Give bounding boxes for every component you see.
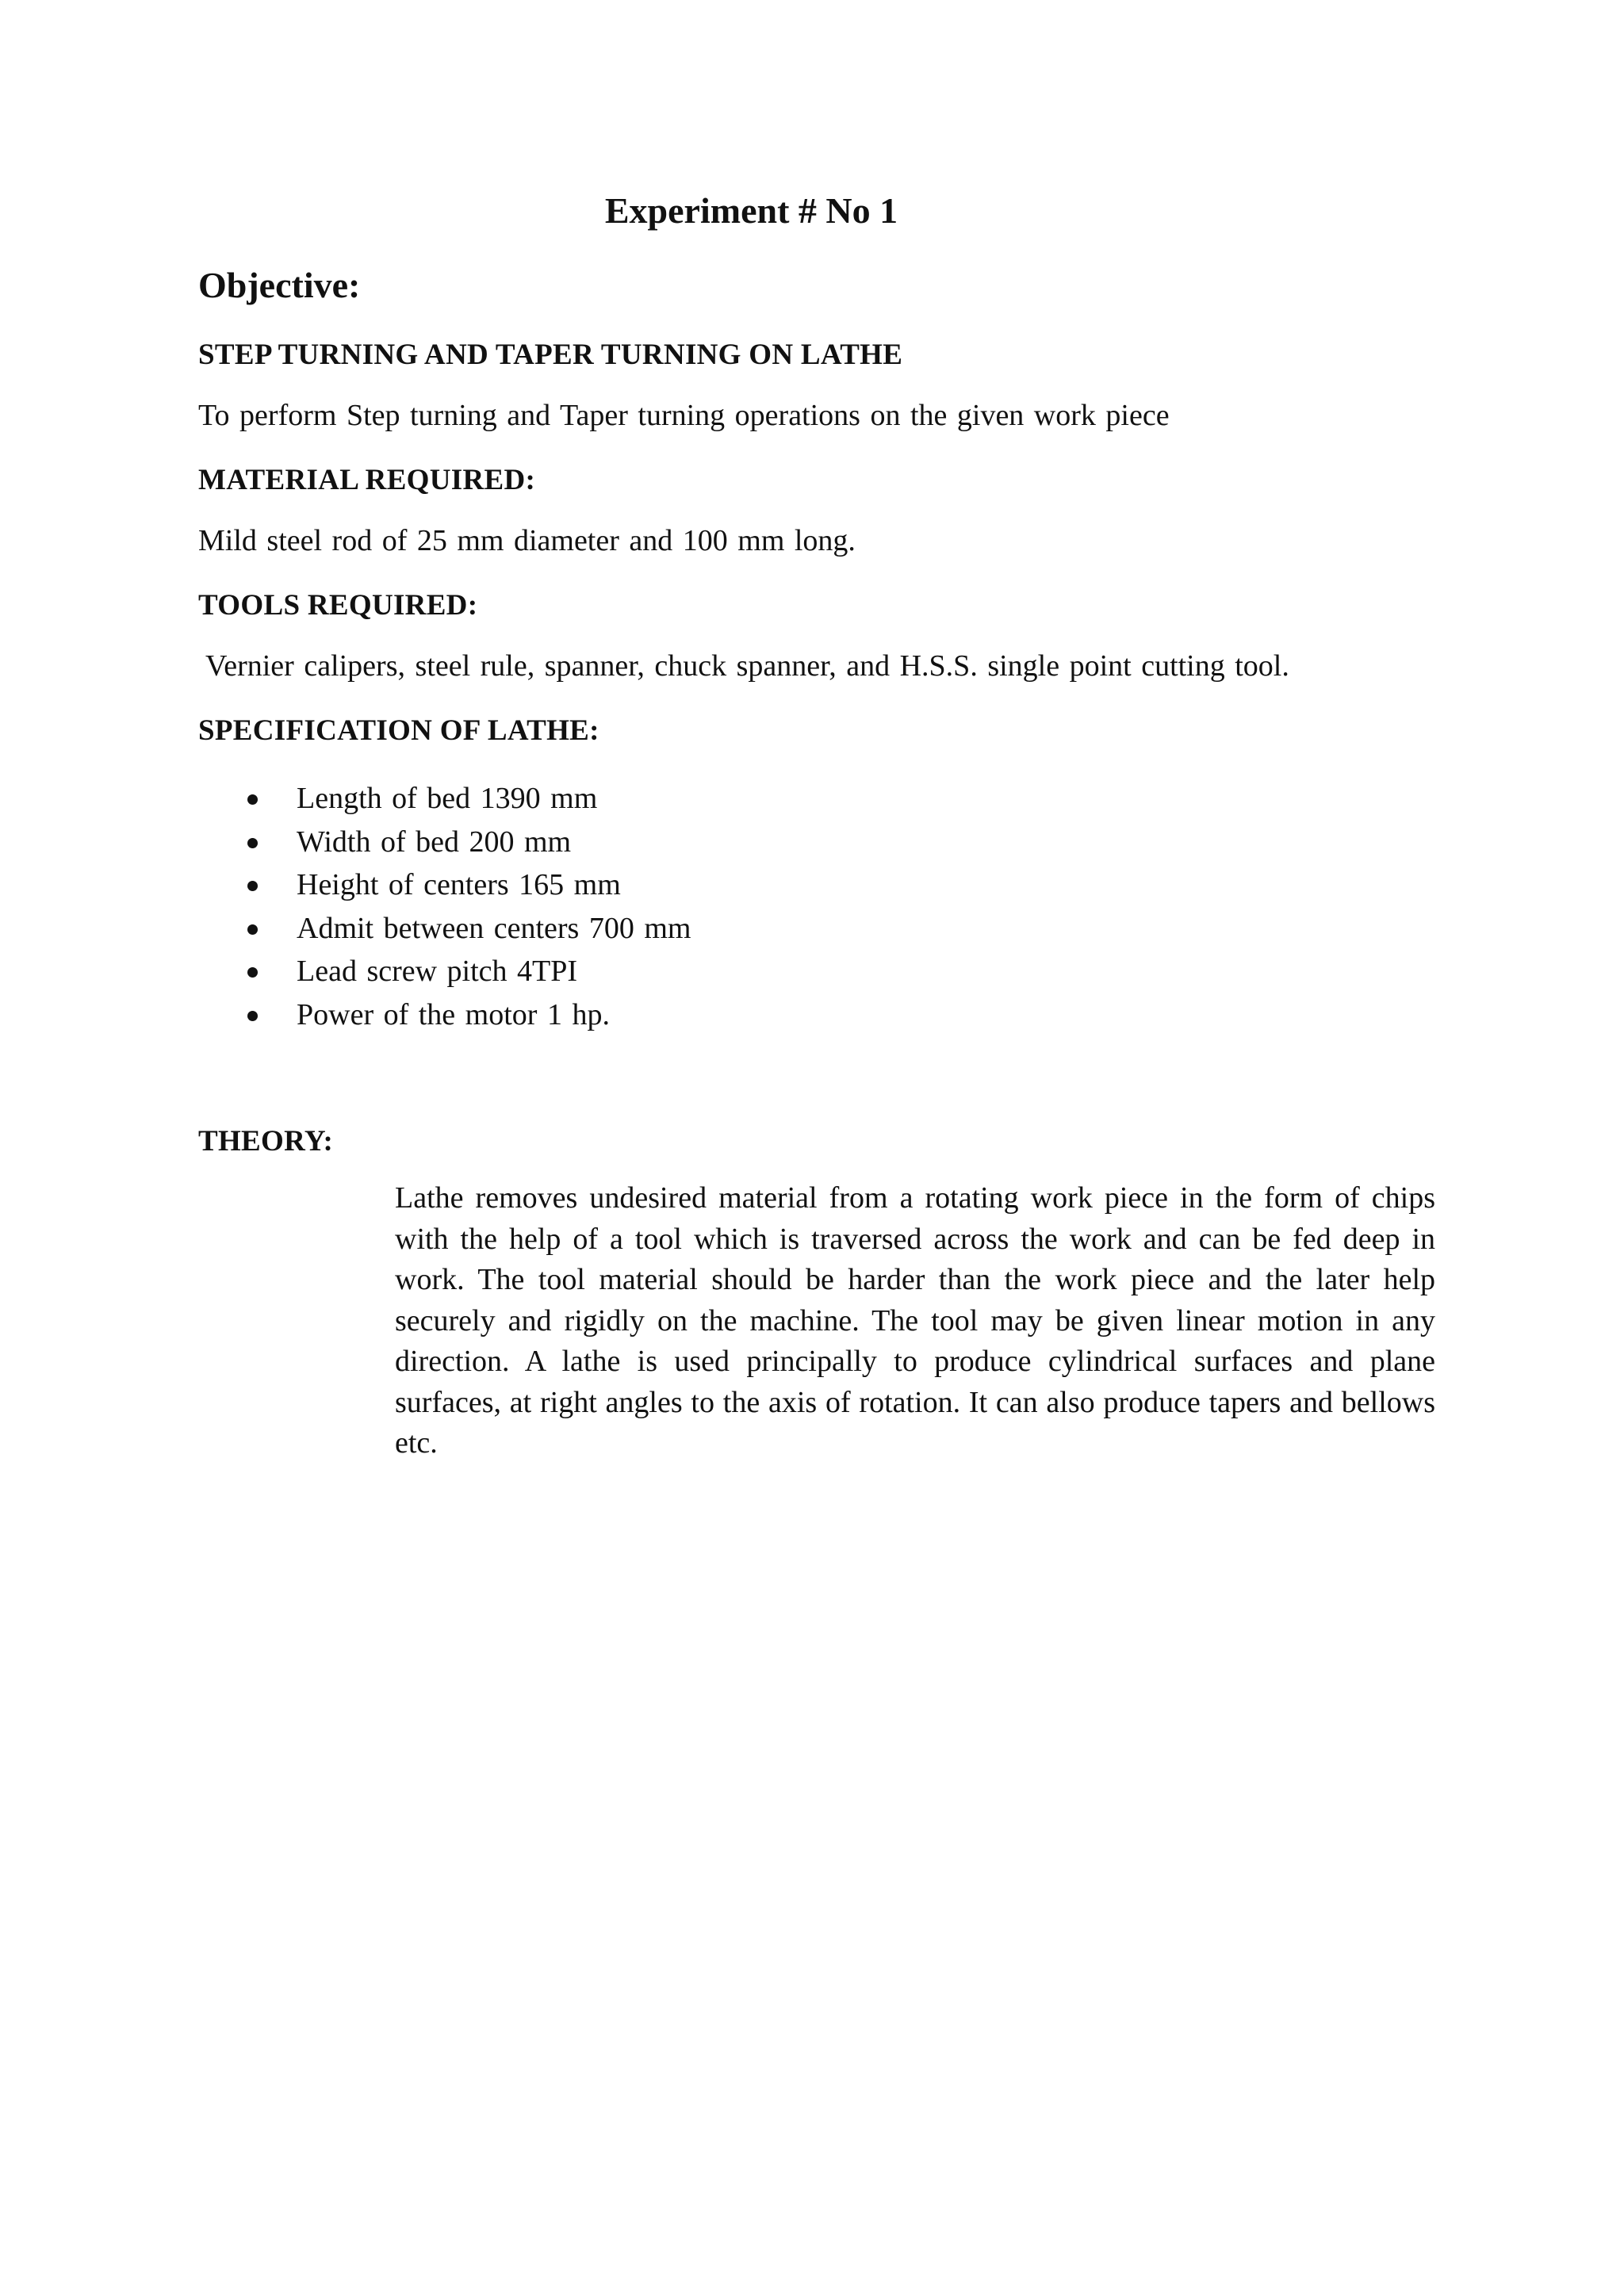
objective-heading: Objective: xyxy=(198,265,361,305)
specification-item-text: Width of bed 200 mm xyxy=(297,825,572,859)
specification-item xyxy=(247,907,691,951)
specification-item xyxy=(247,821,691,864)
objective-text: To perform Step turning and Taper turning operations on the given work piece xyxy=(198,399,1170,432)
specification-item-text: Length of bed 1390 mm xyxy=(297,782,598,815)
theory-paragraph: Lathe removes undesired material from a rotating work piece in the form of chips with the help of a tool which is traversed across the work and can be fed deep in work. The tool material should be harder than the work piece and the later help securely and rigidly on the machine. The tool may be given linear motion in any direction. A lathe is used principally to produce cylindrical surfaces and plane surfaces, at right angles to the axis of rotation. It can also produce tapers and bellows etc. xyxy=(395,1181,1435,1460)
specification-list xyxy=(247,777,691,1036)
specification-item-text: Lead screw pitch 4TPI xyxy=(297,955,578,988)
material-heading: MATERIAL REQUIRED: xyxy=(198,464,536,496)
specification-item xyxy=(247,950,691,993)
specification-item-text: Height of centers 165 mm xyxy=(297,868,621,901)
theory-heading: THEORY: xyxy=(198,1125,334,1158)
bullet-icon xyxy=(247,967,258,978)
tools-text: Vernier calipers, steel rule, spanner, chuck spanner, and H.S.S. single point cutting tool. xyxy=(205,649,1289,683)
bullet-icon xyxy=(247,881,258,891)
objective-title: STEP TURNING AND TAPER TURNING ON LATHE xyxy=(198,339,903,371)
specification-item xyxy=(247,863,691,907)
specification-item xyxy=(247,993,691,1037)
specification-item xyxy=(247,777,691,821)
experiment-title: Experiment # No 1 xyxy=(604,190,898,231)
specification-item-text: Power of the motor 1 hp. xyxy=(297,997,610,1031)
material-text: Mild steel rod of 25 mm diameter and 100 mm long. xyxy=(198,524,856,557)
bullet-icon xyxy=(247,1011,258,1021)
bullet-icon xyxy=(247,794,258,805)
bullet-icon xyxy=(247,924,258,935)
bullet-icon xyxy=(247,838,258,848)
specification-heading: SPECIFICATION OF LATHE: xyxy=(198,714,599,747)
specification-item-text: Admit between centers 700 mm xyxy=(297,911,691,945)
tools-heading: TOOLS REQUIRED: xyxy=(198,589,478,622)
